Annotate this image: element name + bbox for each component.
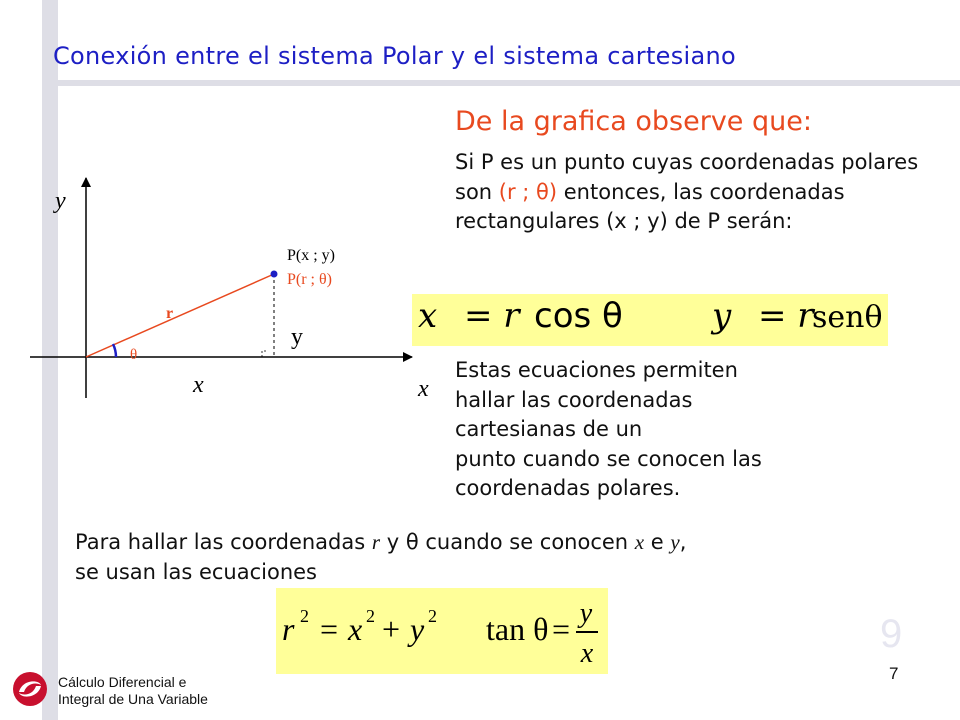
polar-coordinates-highlight: (r ; θ) (498, 179, 558, 204)
paragraph-text: e (644, 530, 671, 554)
intro-text-part1: Si P es un punto cuyas coordenadas polares son (455, 150, 919, 204)
footer-line-2: Integral de Una Variable (58, 691, 208, 707)
eq2-frac-num: y (579, 598, 593, 629)
paragraph-text: , (679, 530, 687, 554)
eq2-r-exp: 2 (300, 606, 309, 626)
inverse-equations-svg (276, 588, 608, 674)
explanation-line: Estas ecuaciones permiten (455, 358, 738, 382)
university-logo-icon (10, 670, 50, 708)
angle-arc (113, 344, 116, 357)
inverse-conversion-paragraph (75, 528, 935, 587)
intro-text-part2: entonces, las coordenadas rectangulares (x ; y) de P serán: (455, 179, 845, 233)
point-polar-label: P(r ; θ) (287, 271, 332, 288)
explanation-line: coordenadas polares. (455, 476, 681, 500)
eq2-eq1: = (320, 611, 339, 647)
r-label: r (166, 305, 174, 322)
paragraph-text: Para hallar las coordenadas (75, 530, 372, 554)
paragraph-line-1 (75, 528, 935, 558)
y-segment-label: y (291, 324, 303, 350)
eq2-r: r (282, 611, 295, 647)
var-x: x (634, 530, 645, 554)
watermark-page-number: 9 (880, 612, 903, 656)
y-axis-label: y (55, 188, 66, 214)
eq2-x-exp: 2 (366, 606, 375, 626)
conversion-equations-box (412, 294, 888, 346)
var-r: r (371, 530, 381, 554)
eq-y-lhs: y (712, 296, 732, 336)
footer-course-name (58, 674, 208, 708)
footer-line-1: Cálculo Diferencial e (58, 674, 187, 690)
polar-cartesian-diagram (0, 0, 440, 420)
x-segment-label: x (193, 372, 204, 398)
paragraph-line-2: se usan las ecuaciones (75, 559, 318, 584)
var-y: y (670, 530, 680, 554)
eq-x-cos: cos θ (534, 296, 623, 336)
explanation-line: cartesianas de un (455, 417, 643, 441)
page-number: 7 (889, 664, 899, 683)
eq2-eq2: = (552, 611, 571, 647)
eq2-tan: tan θ (486, 611, 549, 647)
subheading: De la grafica observe que: (455, 106, 812, 137)
explanation-line: punto cuando se conocen las (455, 446, 762, 471)
explanation-text (455, 356, 915, 504)
point-cartesian-label: P(x ; y) (287, 247, 335, 264)
eq-y-rhs-r: = r (758, 296, 814, 336)
point-p (271, 271, 278, 278)
eq2-y: y (410, 611, 425, 647)
paragraph-text: y θ cuando se conocen (380, 530, 635, 554)
eq-y-sen: senθ (812, 300, 883, 335)
eq2-frac-den: x (580, 638, 594, 669)
explanation-line: hallar las coordenadas (455, 387, 693, 412)
eq2-y-exp: 2 (428, 606, 437, 626)
x-axis-label: x (418, 376, 429, 402)
eq-x-lhs: x (418, 296, 438, 336)
eq2-x: x (348, 611, 363, 647)
theta-label: θ (130, 347, 138, 363)
right-angle-mark (262, 351, 268, 357)
eq2-plus: + (382, 611, 401, 647)
eq-x-rhs-r: = r (464, 296, 520, 336)
inverse-equations-box (276, 588, 608, 674)
slide-title: Conexión entre el sistema Polar y el sistema cartesiano (53, 42, 736, 70)
intro-text (455, 148, 925, 237)
